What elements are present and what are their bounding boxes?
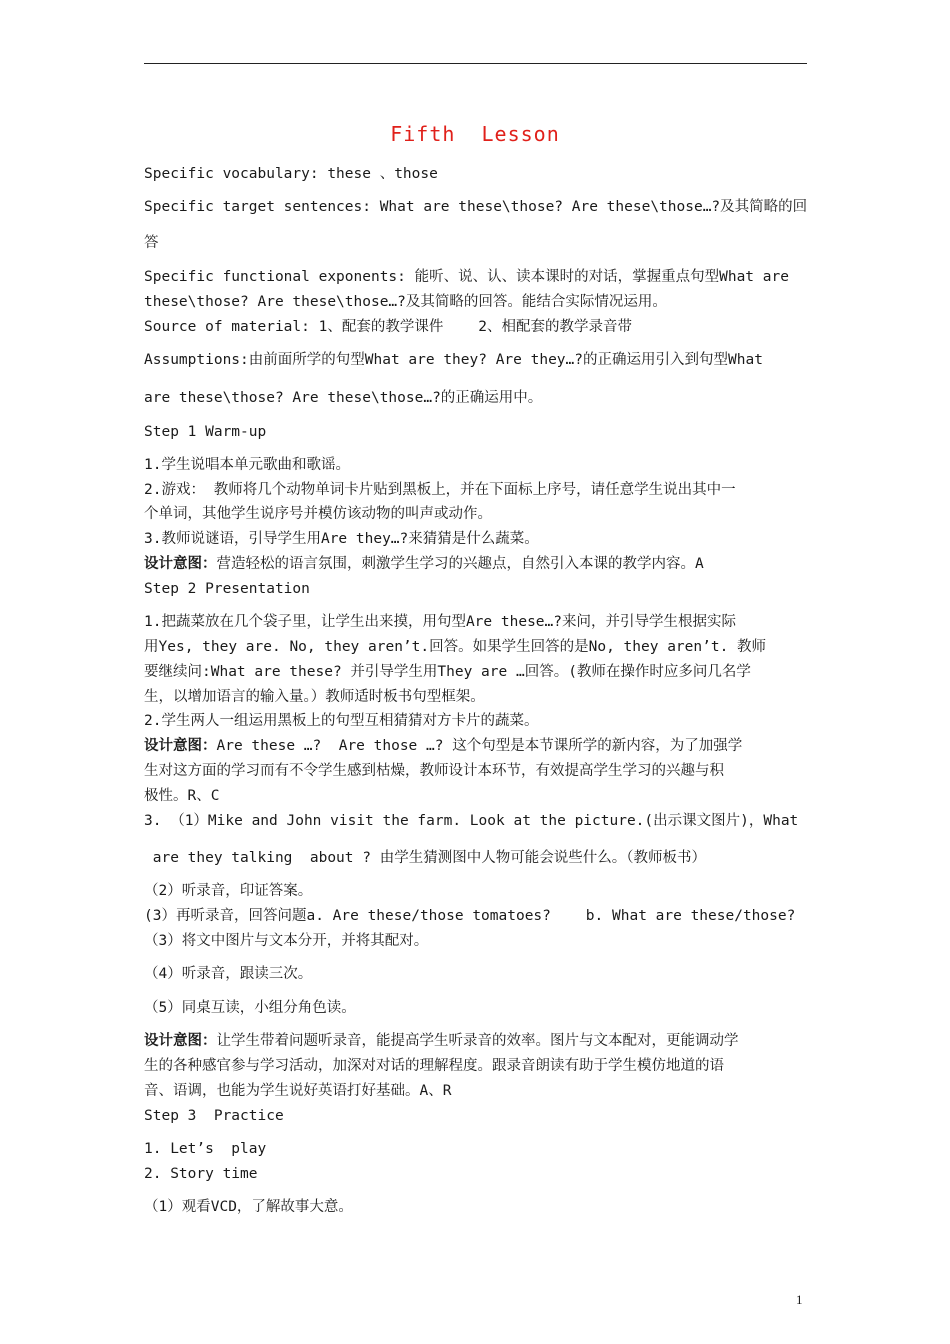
line-text: Step 3 Practice (144, 1108, 284, 1124)
line-text: 用Yes, they are. No, they aren’t.回答。如果学生回答的是No, they aren’t. 教师 (144, 639, 767, 655)
line-text: 3.教师说谜语，引导学生用Are they…?来猜猜是什么蔬菜。 (144, 531, 539, 547)
text-line (144, 882, 312, 900)
text-line (144, 198, 807, 216)
page-number: 1 (796, 1292, 803, 1307)
line-text: 2. Story time (144, 1166, 258, 1182)
text-line (144, 505, 492, 523)
line-text: 要继续问:What are these? 并引导学生用They are …回答。(教师在操作时应多问几名学 (144, 664, 751, 680)
text-line (144, 234, 159, 252)
text-line (144, 613, 736, 631)
text-line (144, 456, 350, 474)
design-intent-label: 设计意图： (144, 1033, 217, 1049)
line-text: Step 1 Warm-up (144, 424, 267, 440)
design-intent-label: 设计意图： (144, 738, 217, 754)
text-line (144, 688, 485, 706)
line-text: (3）再听录音，回答问题a. Are these/those tomatoes? b. What are these/those? (144, 908, 796, 924)
text-line (144, 787, 219, 805)
line-text: 2.学生两人一组运用黑板上的句型互相猜猜对方卡片的蔬菜。 (144, 713, 539, 729)
text-line (144, 932, 428, 950)
line-text: （5）同桌互读，小组分角色读。 (144, 1000, 356, 1016)
text-line (144, 849, 706, 867)
text-line (144, 481, 736, 499)
line-text: are they talking about ? 由学生猜测图中人物可能会说些什么。（教师板书） (144, 850, 706, 866)
text-line (144, 638, 766, 656)
line-text: 个单词，其他学生说序号并模仿该动物的叫声或动作。 (144, 506, 492, 522)
text-line (144, 965, 312, 983)
text-line (144, 663, 751, 681)
line-text: （4）听录音，跟读三次。 (144, 966, 313, 982)
text-line (144, 712, 538, 730)
text-line (144, 1165, 258, 1183)
line-text: Specific target sentences: What are these\those? Are these\those…?及其简略的回 (144, 199, 808, 215)
text-line (144, 907, 795, 925)
text-line (144, 555, 704, 573)
text-line (144, 737, 742, 755)
lesson-title: Fifth Lesson (390, 122, 560, 146)
header-rule (144, 63, 807, 64)
text-line (144, 580, 310, 598)
line-text: 答 (144, 235, 159, 251)
line-text: Specific vocabulary: these 、those (144, 166, 438, 182)
text-line (144, 1057, 724, 1075)
line-text: 音、语调，也能为学生说好英语打好基础。A、R (144, 1083, 452, 1099)
line-text: are these\those? Are these\those…?的正确运用中。 (144, 390, 543, 406)
line-text: 极性。R、C (144, 788, 220, 804)
text-line (144, 1140, 266, 1158)
text-line (144, 1198, 353, 1216)
text-line (144, 1082, 451, 1100)
line-text: （1）观看VCD，了解故事大意。 (144, 1199, 353, 1215)
text-line (144, 318, 632, 336)
line-text: Step 2 Presentation (144, 581, 310, 597)
line-text: Specific functional exponents: 能听、说、认、读本课时的对话，掌握重点句型What are (144, 269, 789, 285)
design-intent-label: 设计意图： (144, 556, 217, 572)
text-line (144, 530, 539, 548)
text-line (144, 812, 798, 830)
text-line (144, 999, 356, 1017)
line-text: Assumptions:由前面所学的句型What are they? Are they…?的正确运用引入到句型What (144, 352, 763, 368)
line-text: （2）听录音，印证答案。 (144, 883, 313, 899)
text-line (144, 1032, 739, 1050)
line-text: 生，以增加语言的输入量。）教师适时板书句型框架。 (144, 689, 485, 705)
line-text: 生的各种感官参与学习活动，加深对对话的理解程度。跟录音朗读有助于学生模仿地道的语 (144, 1058, 724, 1074)
text-line (144, 762, 724, 780)
text-line (144, 1107, 284, 1125)
text-line (144, 351, 763, 369)
line-text: 营造轻松的语言氛围，刺激学生学习的兴趣点，自然引入本课的教学内容。A (216, 556, 704, 572)
line-text: 1.把蔬菜放在几个袋子里，让学生出来摸，用句型Are these…?来问，并引导学生根据实际 (144, 614, 736, 630)
text-line (144, 165, 438, 183)
line-text: 让学生带着问题听录音，能提高学生听录音的效率。图片与文本配对，更能调动学 (216, 1033, 739, 1049)
line-text: Source of material: 1、配套的教学课件 2、相配套的教学录音带 (144, 319, 632, 335)
line-text: 生对这方面的学习而有不令学生感到枯燥，教师设计本环节，有效提高学生学习的兴趣与积 (144, 763, 724, 779)
text-line (144, 423, 266, 441)
line-text: Are these …? Are those …? 这个句型是本节课所学的新内容，为了加强学 (216, 738, 743, 754)
line-text: these\those? Are these\those…?及其简略的回答。能结合实际情况运用。 (144, 294, 667, 310)
line-text: 1.学生说唱本单元歌曲和歌谣。 (144, 457, 350, 473)
text-line (144, 293, 667, 311)
line-text: 1. Let’s play (144, 1141, 267, 1157)
text-line (144, 268, 789, 286)
text-line (144, 389, 542, 407)
line-text: （3）将文中图片与文本分开，并将其配对。 (144, 933, 429, 949)
line-text: 3. （1）Mike and John visit the farm. Look at the picture.(出示课文图片)，What (144, 813, 799, 829)
line-text: 2.游戏： 教师将几个动物单词卡片贴到黑板上，并在下面标上序号，请任意学生说出其中一 (144, 482, 736, 498)
